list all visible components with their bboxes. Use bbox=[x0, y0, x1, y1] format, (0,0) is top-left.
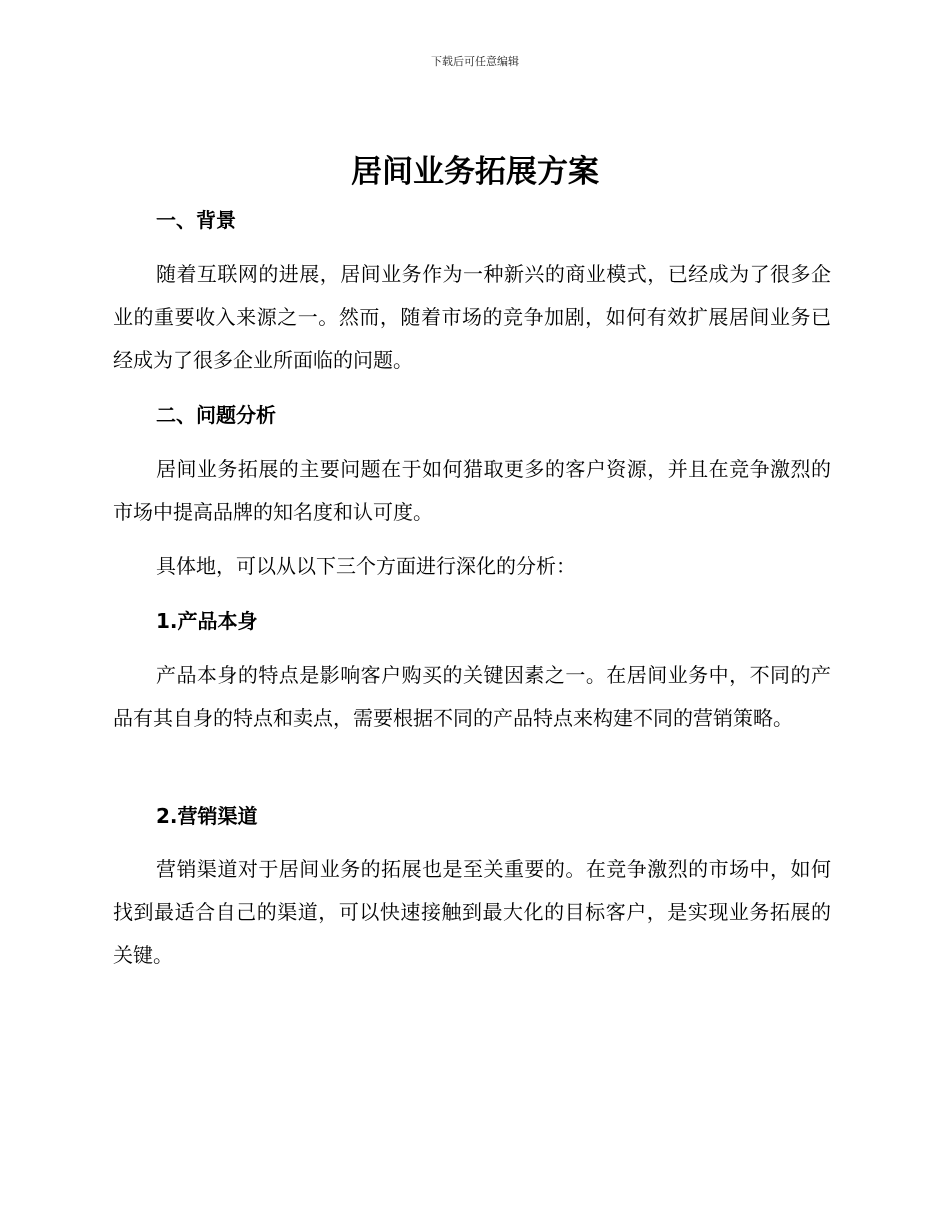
header-note: 下载后可任意编辑 bbox=[431, 55, 519, 68]
subsection-heading-product: 1.产品本身 bbox=[156, 609, 258, 633]
paragraph-background: 随着互联网的进展，居间业务作为一种新兴的商业模式，已经成为了很多企业的重要收入来源之一。然而，随着市场的竞争加剧，如何有效扩展居间业务已经成为了很多企业所面临的问题。 bbox=[113, 262, 831, 372]
section-heading-analysis: 二、问题分析 bbox=[156, 403, 276, 427]
document-title: 居间业务拓展方案 bbox=[351, 154, 599, 190]
subsection-heading-channels: 2.营销渠道 bbox=[156, 804, 258, 828]
paragraph-analysis-aspects: 具体地，可以从以下三个方面进行深化的分析： bbox=[156, 554, 576, 578]
section-heading-background: 一、背景 bbox=[156, 208, 236, 232]
paragraph-analysis-intro: 居间业务拓展的主要问题在于如何猎取更多的客户资源，并且在竞争激烈的市场中提高品牌的知名度和认可度。 bbox=[113, 457, 831, 524]
paragraph-channels: 营销渠道对于居间业务的拓展也是至关重要的。在竞争激烈的市场中，如何找到最适合自己的渠道，可以快速接触到最大化的目标客户，是实现业务拓展的关键。 bbox=[113, 857, 831, 967]
paragraph-product: 产品本身的特点是影响客户购买的关键因素之一。在居间业务中，不同的产品有其自身的特点和卖点，需要根据不同的产品特点来构建不同的营销策略。 bbox=[113, 663, 831, 730]
